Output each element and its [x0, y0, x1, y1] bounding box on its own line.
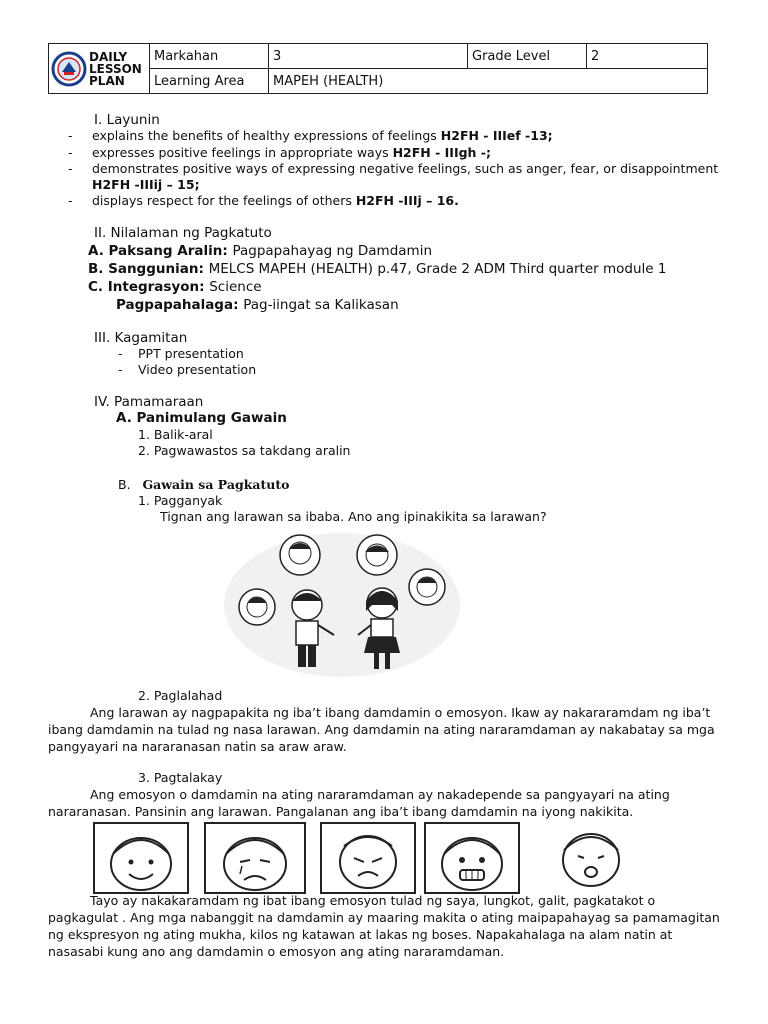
- objective-3-code: H2FH -IIIij – 15;: [92, 177, 200, 192]
- logo-cell: [49, 44, 150, 94]
- gawain-title: B. Gawain sa Pagkatuto: [118, 477, 290, 492]
- header-table: [48, 43, 708, 94]
- nilalaman-title: II. Nilalaman ng Pagkatuto: [94, 225, 272, 241]
- angry-face-icon: [320, 822, 416, 894]
- objective-3: demonstrates positive ways of expressing negative feelings, such as anger, fear, or disappointment: [92, 161, 719, 176]
- pagpapahalaga: Pagpapahalaga: Pag-iingat sa Kalikasan: [116, 297, 399, 313]
- objective-4: displays respect for the feelings of others H2FH -IIIj – 16.: [92, 193, 459, 208]
- dash-marker: -: [68, 128, 73, 143]
- grade-level-label: Grade Level: [468, 44, 587, 69]
- pamamaraan-title: IV. Pamamaraan: [94, 394, 204, 410]
- closing-paragraph: Tayo ay nakakaramdam ng ibat ibang emosyon tulad ng saya, lungkot, galit, pagkatakot o pagkagulat . Ang mga nabanggit na damdamin ay maaring makita o ating maipapahayag sa pamamagitan ng ekspresyon ng ating mukha, kilos ng katawan at lakas ng boses. Napakahalaga na alam natin at nasasabi kung ano ang damdamin o emosyon ang ating nararamdaman.: [48, 893, 720, 959]
- markahan-label: Markahan: [150, 44, 269, 69]
- kagamitan-item-2: Video presentation: [138, 362, 257, 377]
- deped-seal-icon: [51, 51, 87, 87]
- kagamitan-item-1: PPT presentation: [138, 346, 244, 361]
- sanggunian: B. Sanggunian: MELCS MAPEH (HEALTH) p.47, Grade 2 ADM Third quarter module 1: [88, 261, 667, 277]
- dash-marker: -: [68, 193, 73, 208]
- dash-marker: -: [118, 362, 123, 377]
- paksang-aralin: A. Paksang Aralin: Pagpapahayag ng Damdamin: [88, 243, 432, 259]
- logo-text: DAILY LESSON PLAN: [89, 49, 142, 88]
- scared-face-icon: [424, 822, 520, 894]
- dash-marker: -: [68, 145, 73, 160]
- learning-area-value: MAPEH (HEALTH): [269, 69, 708, 94]
- markahan-value: 3: [269, 44, 468, 69]
- paglalahad-label: 2. Paglalahad: [138, 688, 223, 703]
- panimulang-gawain-title: A. Panimulang Gawain: [116, 410, 287, 426]
- pagtalakay-paragraph: Ang emosyon o damdamin na ating nararamdaman ay nakadepende sa pangyayari na ating nararanasan. Pansinin ang larawan. Pangalanan ang iba’t ibang damdamin na iyong nakikita.: [48, 787, 670, 819]
- pagganyak-label: 1. Pagganyak: [138, 493, 223, 508]
- pagtalakay-label: 3. Pagtalakay: [138, 770, 223, 785]
- learning-area-label: Learning Area: [150, 69, 269, 94]
- paglalahad-paragraph: Ang larawan ay nagpapakita ng iba’t ibang damdamin o emosyon. Ikaw ay nakararamdam ng iba’t ibang damdamin na tulad ng nasa larawan. Ang damdamin na ating nararamdaman ay nakabatay sa mga pangyayari na nararanasan natin sa araw araw.: [48, 705, 715, 754]
- dash-marker: -: [118, 346, 123, 361]
- integrasyon: C. Integrasyon: Science: [88, 279, 262, 295]
- kagamitan-title: III. Kagamitan: [94, 330, 188, 346]
- objective-1: explains the benefits of healthy expressions of feelings H2FH - IIIef -13;: [92, 128, 553, 143]
- panimulang-item-1: 1. Balik-aral: [138, 427, 213, 442]
- children-emotions-illustration: [222, 525, 462, 680]
- objective-2: expresses positive feelings in appropriate ways H2FH - IIIgh -;: [92, 145, 491, 160]
- panimulang-item-2: 2. Pagwawastos sa takdang aralin: [138, 443, 351, 458]
- layunin-title: I. Layunin: [94, 112, 160, 128]
- dash-marker: -: [68, 161, 73, 176]
- pagganyak-instruction: Tignan ang larawan sa ibaba. Ano ang ipinakikita sa larawan?: [160, 509, 547, 524]
- sad-crying-face-icon: [204, 822, 306, 894]
- happy-face-icon: [93, 822, 189, 894]
- surprised-face-icon: [542, 822, 640, 894]
- grade-level-value: 2: [587, 44, 708, 69]
